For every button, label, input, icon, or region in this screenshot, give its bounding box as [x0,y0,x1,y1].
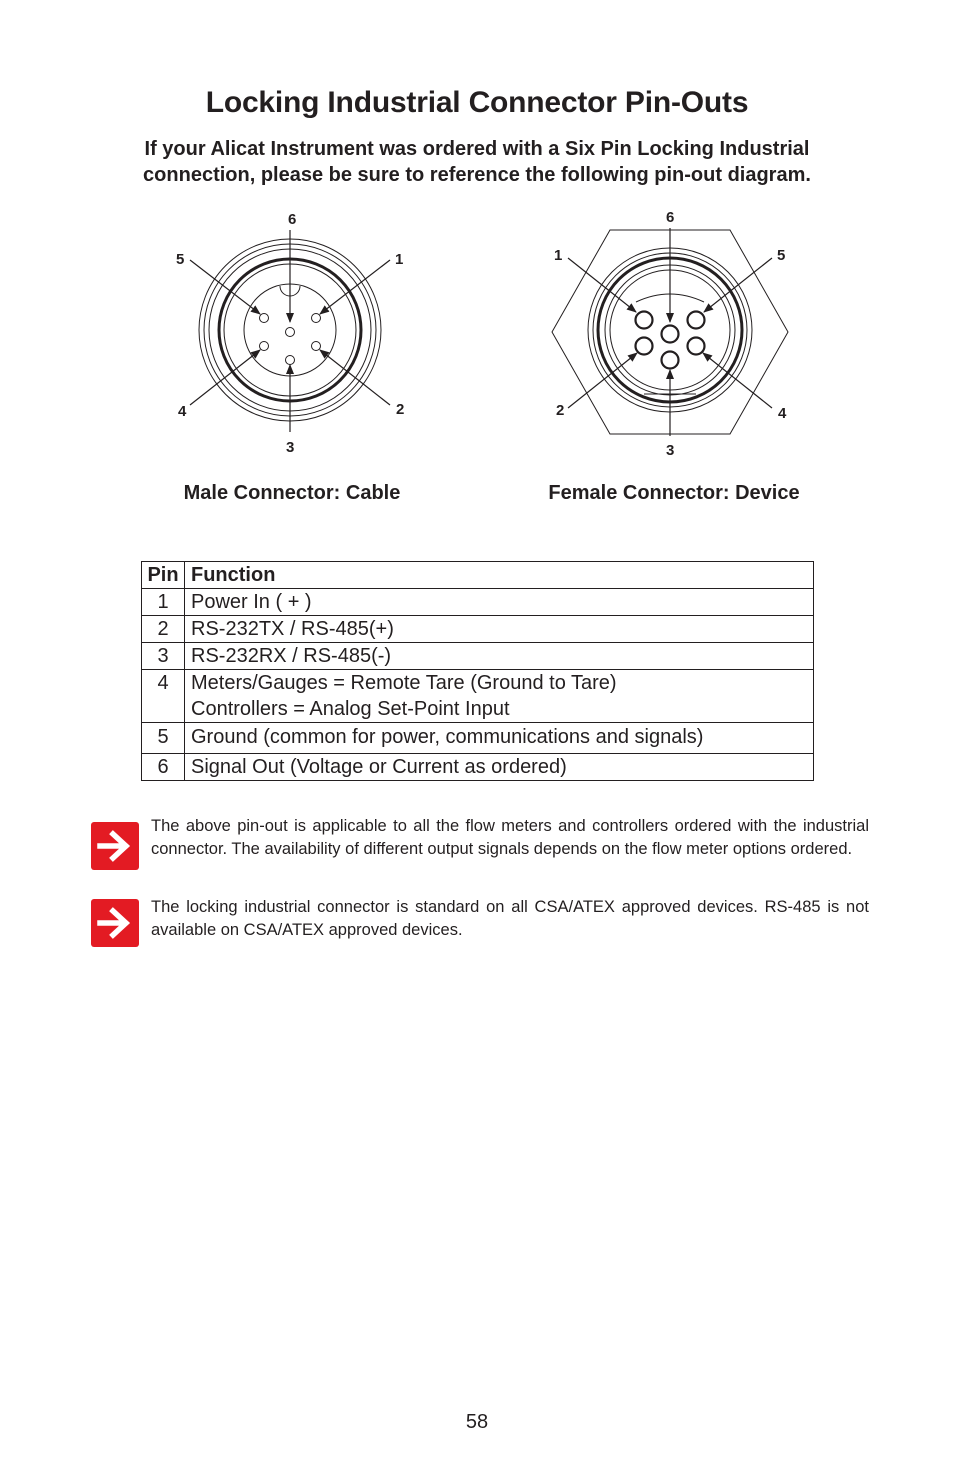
female-pin-2-label: 2 [556,402,565,419]
female-connector-diagram [540,200,800,470]
female-pin-1-label: 1 [554,247,563,264]
table-row [142,643,814,670]
pin-function-table [141,561,814,781]
table-header-row [142,562,814,589]
table-row [142,754,814,781]
pin-cell: 4 [142,670,185,723]
pin-cell: 1 [142,589,185,616]
function-cell: RS-232RX / RS-485(-) [185,643,814,670]
function-header: Function [185,562,814,589]
page-number: 58 [465,1411,489,1433]
table-row [142,616,814,643]
page-title: Locking Industrial Connector Pin-Outs [205,86,749,119]
function-cell [185,670,814,723]
function-cell: Ground (common for power, communications and signals) [185,723,814,754]
male-connector-diagram [160,200,420,470]
note-text: The above pin-out is applicable to all the flow meters and controllers ordered with the industrial connector. The availability of different output signals depends on the flow meter options ordered. [151,817,869,858]
arrow-right-icon [91,822,139,870]
male-pin-5-label: 5 [176,251,185,268]
table-row [142,589,814,616]
function-cell: Power In ( + ) [185,589,814,616]
pin-cell: 5 [142,723,185,754]
pin-header: Pin [142,562,185,589]
note-1 [91,815,869,861]
pin-cell: 3 [142,643,185,670]
female-pin-5-label: 5 [777,247,786,264]
female-connector-caption: Female Connector: Device [548,482,800,504]
function-line: Meters/Gauges = Remote Tare (Ground to Tare) [191,672,617,694]
note-2 [91,896,869,942]
male-pin-2-label: 2 [396,401,405,418]
male-pin-4-label: 4 [178,403,187,420]
male-connector-caption: Male Connector: Cable [183,482,401,504]
pin-cell: 6 [142,754,185,781]
male-pin-1-label: 1 [395,251,404,268]
function-cell: Signal Out (Voltage or Current as ordered) [185,754,814,781]
table-row [142,670,814,723]
female-pin-3-label: 3 [666,442,675,459]
female-pin-4-label: 4 [778,405,787,422]
male-pin-6-label: 6 [288,211,297,228]
pin-cell: 2 [142,616,185,643]
table-row [142,723,814,754]
intro-paragraph: If your Alicat Instrument was ordered with a Six Pin Locking Industrial connection, please be sure to reference the following pin-out diagram. [143,138,811,186]
female-pin-6-label: 6 [666,209,675,226]
arrow-right-icon [91,899,139,947]
note-text: The locking industrial connector is standard on all CSA/ATEX approved devices. RS-485 is not available on CSA/ATEX approved devices. [151,898,869,939]
function-line: Controllers = Analog Set-Point Input [191,698,510,720]
function-cell: RS-232TX / RS-485(+) [185,616,814,643]
male-pin-3-label: 3 [286,439,295,456]
